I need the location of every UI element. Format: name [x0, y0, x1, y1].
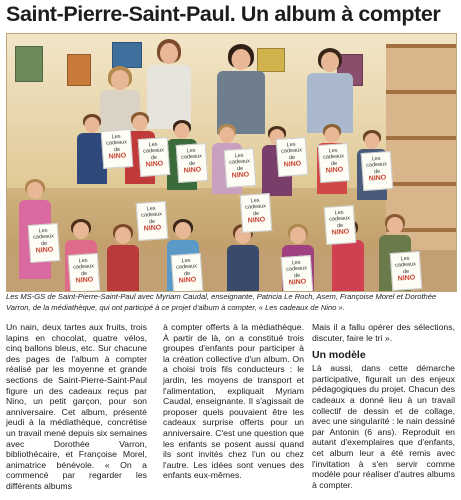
album-card	[28, 223, 61, 263]
article-column-2	[163, 322, 304, 481]
headline: Saint-Pierre-Saint-Paul. Un album à compter	[6, 2, 441, 26]
album-card	[281, 255, 314, 292]
photo-caption: Les MS-GS de Saint-Pierre-Saint-Paul avec Myriam Caudal, enseignante, Patricia Le Roch, Asem, Françoise Morel et Dorothée Varron, de la médiathèque, qui ont participé à ce projet d'album à compter, « Les cadeaux de Nino ».	[6, 292, 437, 312]
child-figure	[107, 224, 139, 291]
card-name: NINO	[247, 216, 266, 225]
album-card	[224, 148, 257, 188]
card-text: Les cadeaux de	[181, 147, 203, 167]
card-text: Les cadeaux de	[141, 205, 163, 225]
child-figure	[227, 224, 259, 291]
wall-poster	[112, 42, 142, 68]
card-text: Les cadeaux de	[323, 147, 345, 167]
card-name: NINO	[331, 228, 350, 237]
card-name: NINO	[183, 166, 202, 175]
adult-figure	[307, 48, 353, 133]
card-name: NINO	[325, 166, 344, 175]
card-name: NINO	[145, 160, 164, 169]
article-paragraph: Mais il a fallu opérer des sélections, discuter, faire le tri ».	[312, 322, 455, 343]
card-text: Les cadeaux de	[106, 133, 128, 153]
card-text: Les cadeaux de	[366, 155, 388, 175]
album-card	[361, 151, 394, 191]
album-card	[324, 205, 357, 245]
card-name: NINO	[75, 276, 94, 285]
adult-figure	[217, 44, 265, 134]
article-paragraph: Un nain, deux tartes aux fruits, trois lapins en chocolat, quatre vélos, cinq ballons bleus, etc. Sur chacune des pages de l'album à compter réalisé par les moyenne et grande sections de Saint-Pierre-Saint-Paul figure un des cadeaux reçus par Nino, un petit garçon, pour son anniversaire. Cet album, présenté jeudi à la médiathèque, concrétise un travail mené depuis six semaines avec Dorothée Varron, bibliothécaire, et Françoise Morel, animatrice bénévole. « On a commencé par regarder les différents albums	[6, 322, 147, 491]
card-name: NINO	[108, 152, 127, 161]
card-text: Les cadeaux de	[281, 141, 303, 161]
card-name: NINO	[368, 174, 387, 183]
card-name: NINO	[231, 171, 250, 180]
card-name: NINO	[35, 246, 54, 255]
card-text: Les cadeaux de	[73, 257, 95, 277]
card-text: Les cadeaux de	[245, 197, 267, 217]
group-photo	[6, 33, 457, 292]
card-name: NINO	[143, 224, 162, 233]
card-text: Les cadeaux de	[33, 227, 55, 247]
card-text: Les cadeaux de	[176, 257, 198, 277]
album-card	[276, 137, 309, 177]
album-card	[176, 143, 209, 183]
card-text: Les cadeaux de	[229, 152, 251, 172]
card-name: NINO	[178, 276, 197, 285]
article-paragraph: à compter offerts à la médiathèque. À partir de là, on a constitué trois groupes d'enfants pour participer à la création collective d'un album. On a choisi trois fils conducteurs : le jardin, les moyens de transport et l'alimentation, expliquait Myriam Caudal, enseignante. Il s'agissait de proposer quels pouvaient être les cadeaux surprise offerts pour un anniversaire. C'est une question que les enfants se posent aussi quand ils sont invités chez l'un ou chez l'autre. Les idées sont venues des enfants eux-mêmes.	[163, 322, 304, 481]
card-name: NINO	[283, 160, 302, 169]
article-column-1	[6, 322, 147, 492]
album-card	[136, 201, 169, 241]
card-name: NINO	[288, 278, 307, 287]
article-subheading: Un modèle	[312, 349, 366, 362]
album-card	[101, 129, 134, 169]
article-column-3	[312, 322, 455, 490]
album-card	[68, 253, 101, 292]
card-text: Les cadeaux de	[143, 141, 165, 161]
wall-poster	[67, 54, 91, 86]
album-card	[318, 143, 351, 183]
wall-poster	[15, 46, 43, 82]
card-name: NINO	[397, 274, 416, 283]
album-card	[171, 253, 204, 292]
card-text: Les cadeaux de	[329, 209, 351, 229]
card-text: Les cadeaux de	[395, 255, 417, 275]
card-text: Les cadeaux de	[286, 259, 308, 279]
album-card	[390, 251, 423, 291]
article-paragraph: Là aussi, dans cette démarche participative, figurait un des enjeux pédagogiques du projet. Chacun des cadeaux a donné lieu à un travail collectif de dessin et de collage, avec une singularité : le nain dessiné par Antonin (6 ans). Reproduit en autant d'exemplaires que d'enfants, cet album leur a été remis avec l'invitation à s'en servir comme modèle pour réaliser d'autres albums à compter.	[312, 363, 455, 490]
album-card	[240, 193, 273, 233]
album-card	[138, 137, 171, 177]
